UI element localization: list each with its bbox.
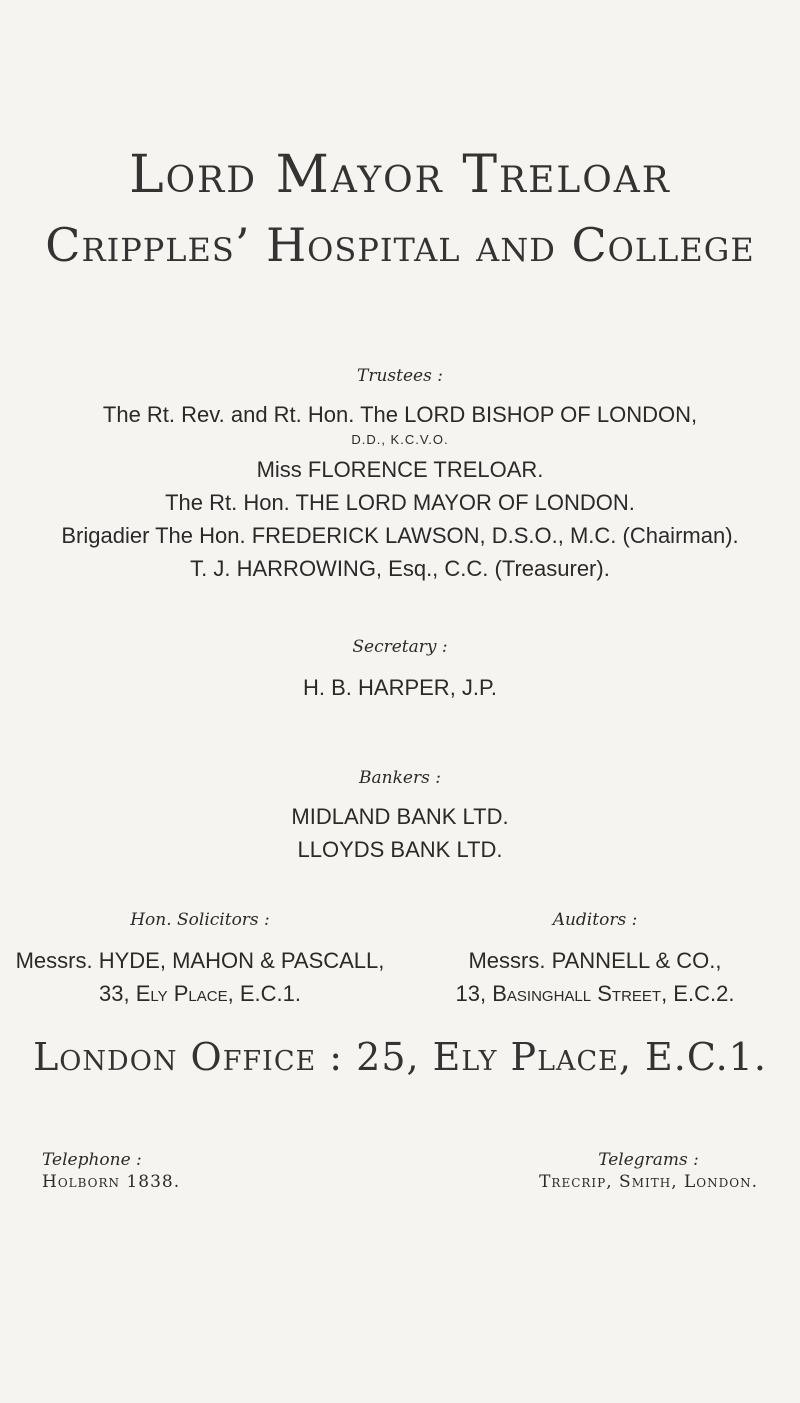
solicitors-heading: Hon. Solicitors : [130,910,270,930]
solicitors-name: Messrs. HYDE, MAHON & PASCALL, [15,948,385,973]
telephone-label: Telephone : [42,1150,142,1170]
bankers-section [0,768,800,866]
banker-1: MIDLAND BANK LTD. [291,804,509,829]
trustee-line-5: T. J. HARROWING, Esq., C.C. (Treasurer). [190,556,610,581]
telephone-block [42,1150,180,1192]
trustee-line-3: The Rt. Hon. THE LORD MAYOR OF LONDON. [165,490,635,515]
banker-2: LLOYDS BANK LTD. [297,837,503,862]
telephone-value: Holborn 1838. [42,1172,181,1192]
secretary-name: H. B. HARPER, J.P. [303,675,497,700]
trustees-heading: Trustees : [357,366,443,386]
trustee-line-2: Miss FLORENCE TRELOAR. [256,457,544,482]
london-office: London Office : 25, Ely Place, E.C.1. [33,1035,767,1079]
solicitors-address: 33, Ely Place, E.C.1. [99,981,301,1006]
telegrams-label: Telegrams : [598,1150,699,1170]
solicitors-section [10,910,390,1010]
auditors-name: Messrs. PANNELL & CO., [468,948,722,973]
trustee-line-1: The Rt. Rev. and Rt. Hon. The LORD BISHOP OF LONDON, [102,402,698,427]
auditors-address: 13, Basinghall Street, E.C.2. [455,981,735,1006]
trustees-section [0,366,800,585]
bankers-heading: Bankers : [359,768,441,788]
secretary-heading: Secretary : [352,637,448,657]
telegrams-value: Trecrip, Smith, London. [539,1172,758,1192]
title-line-2: Cripples’ Hospital and College [45,218,755,272]
title-line-1: Lord Mayor Treloar [129,145,671,205]
telegrams-block [539,1150,758,1192]
auditors-section [405,910,785,1010]
secretary-section [0,637,800,704]
trustee-line-4: Brigadier The Hon. FREDERICK LAWSON, D.S.O., M.C. (Chairman). [61,523,739,548]
trustee-line-1-honours: D.D., K.C.V.O. [351,432,449,447]
auditors-heading: Auditors : [552,910,638,930]
